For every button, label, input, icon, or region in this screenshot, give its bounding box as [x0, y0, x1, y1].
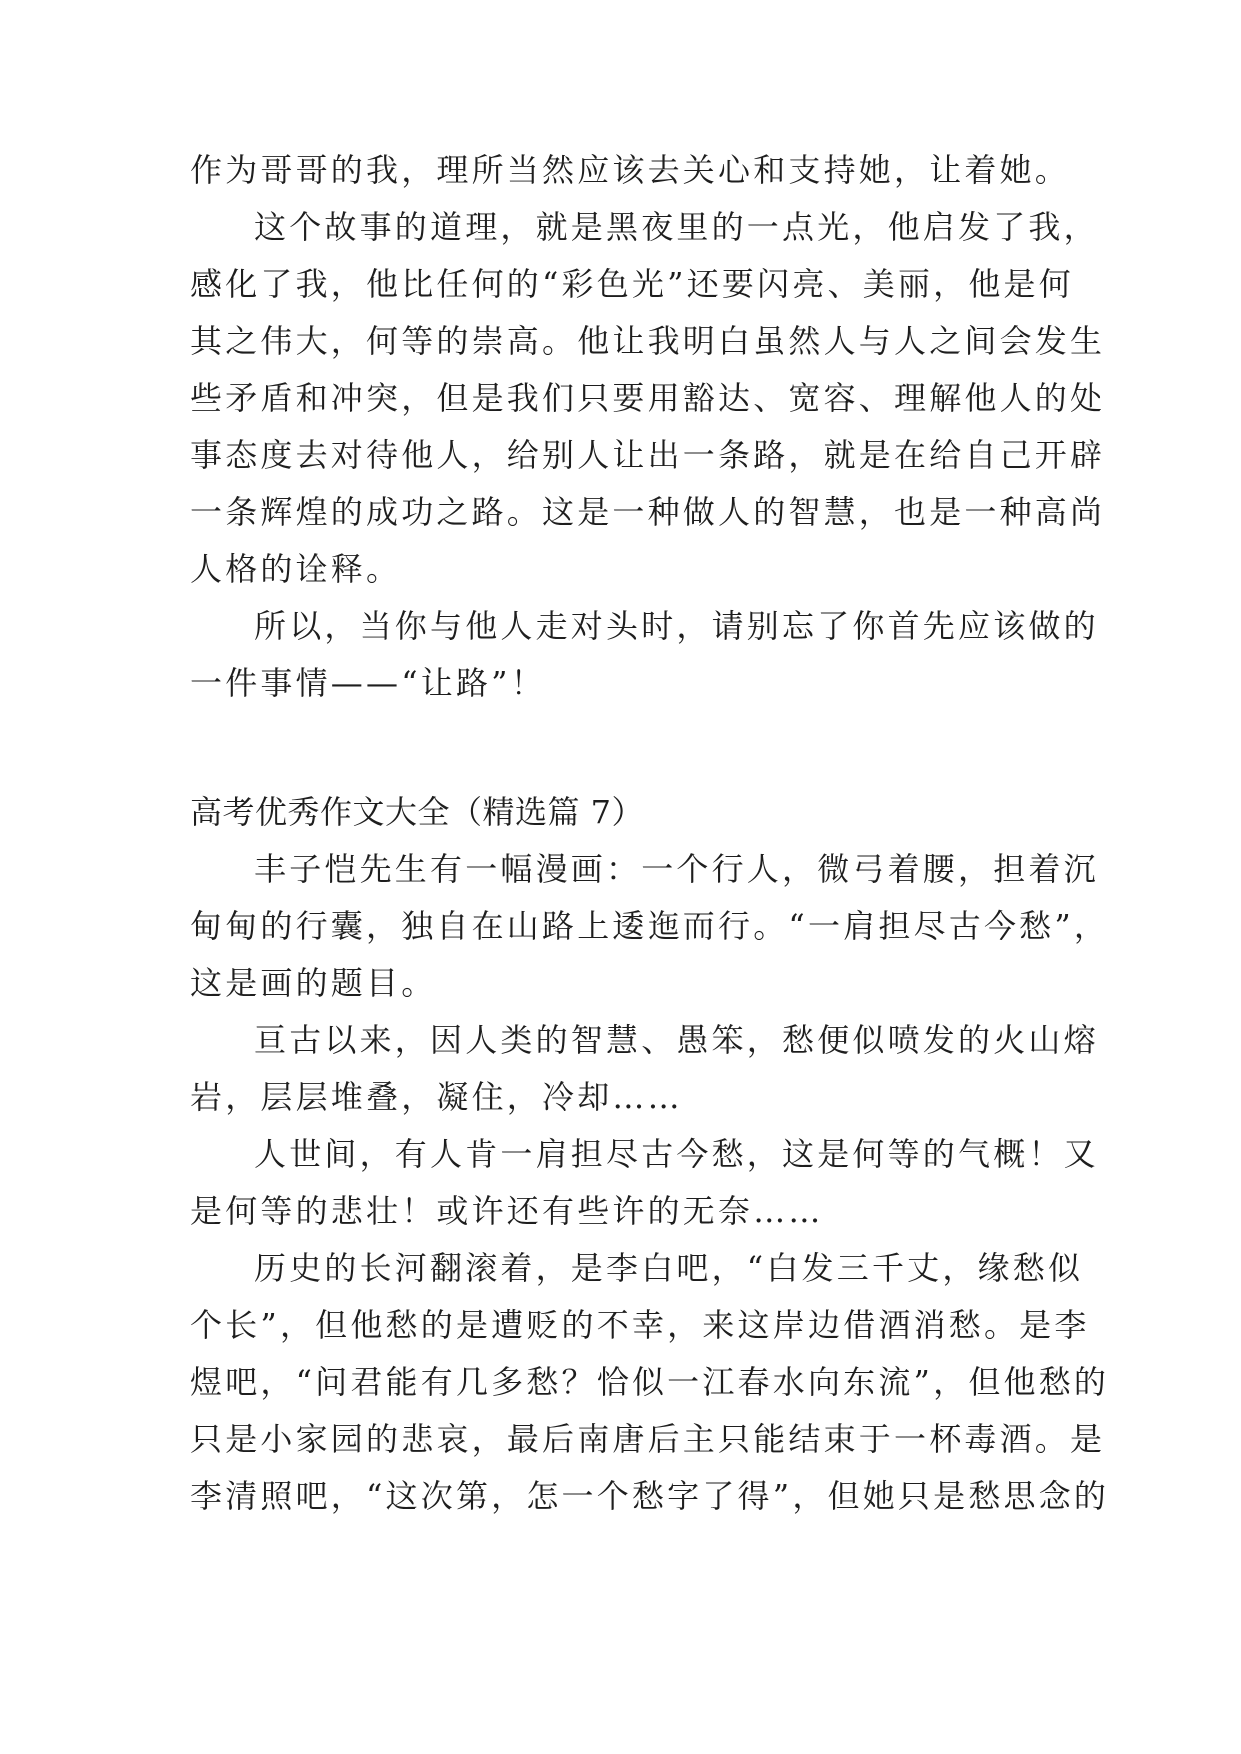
- paragraph-line: 甸甸的行囊，独自在山路上逶迤而行。“一肩担尽古今愁”，: [190, 907, 1110, 945]
- paragraph-line: 是何等的悲壮！或许还有些许的无奈……: [190, 1192, 824, 1230]
- paragraph-line: 岩，层层堆叠，凝住，冷却……: [190, 1078, 683, 1116]
- paragraph-line: 个长”，但他愁的是遭贬的不幸，来这岸边借酒消愁。是李: [190, 1306, 1090, 1344]
- paragraph-line: 只是小家园的悲哀，最后南唐后主只能结束于一杯毒酒。是: [190, 1420, 1106, 1458]
- paragraph-line: 一条辉煌的成功之路。这是一种做人的智慧，也是一种高尚: [190, 493, 1106, 531]
- paragraph-line: 事态度去对待他人，给别人让出一条路，就是在给自己开辟: [190, 436, 1106, 474]
- paragraph-line: 这个故事的道理，就是黑夜里的一点光，他启发了我，: [254, 208, 1099, 246]
- paragraph-line: 其之伟大，何等的崇高。他让我明白虽然人与人之间会发生: [190, 322, 1106, 360]
- paragraph-line: 李清照吧，“这次第，怎一个愁字了得”，但她只是愁思念的: [190, 1477, 1110, 1515]
- paragraph-line: 些矛盾和冲突，但是我们只要用豁达、宽容、理解他人的处: [190, 379, 1106, 417]
- paragraph-line: 感化了我，他比任何的“彩色光”还要闪亮、美丽，他是何: [190, 265, 1074, 303]
- paragraph-line: 煜吧，“问君能有几多愁？恰似一江春水向东流”，但他愁的: [190, 1363, 1110, 1401]
- paragraph-line: 这是画的题目。: [190, 964, 437, 1002]
- paragraph-line: 历史的长河翻滚着，是李白吧，“白发三千丈，缘愁似: [254, 1249, 1084, 1287]
- section-heading: 高考优秀作文大全（精选篇 7）: [190, 793, 645, 831]
- paragraph-line: 人世间，有人肯一肩担尽古今愁，这是何等的气概！又: [254, 1135, 1099, 1173]
- paragraph-line: 亘古以来，因人类的智慧、愚笨，愁便似喷发的火山熔: [254, 1021, 1099, 1059]
- paragraph-line: 丰子恺先生有一幅漫画：一个行人，微弓着腰，担着沉: [254, 850, 1099, 888]
- paragraph-line: 所以，当你与他人走对头时，请别忘了你首先应该做的: [254, 607, 1099, 645]
- paragraph-line: 作为哥哥的我，理所当然应该去关心和支持她，让着她。: [190, 151, 1071, 189]
- paragraph-line: 人格的诠释。: [190, 550, 402, 588]
- paragraph-line: 一件事情——“让路”！: [190, 664, 546, 702]
